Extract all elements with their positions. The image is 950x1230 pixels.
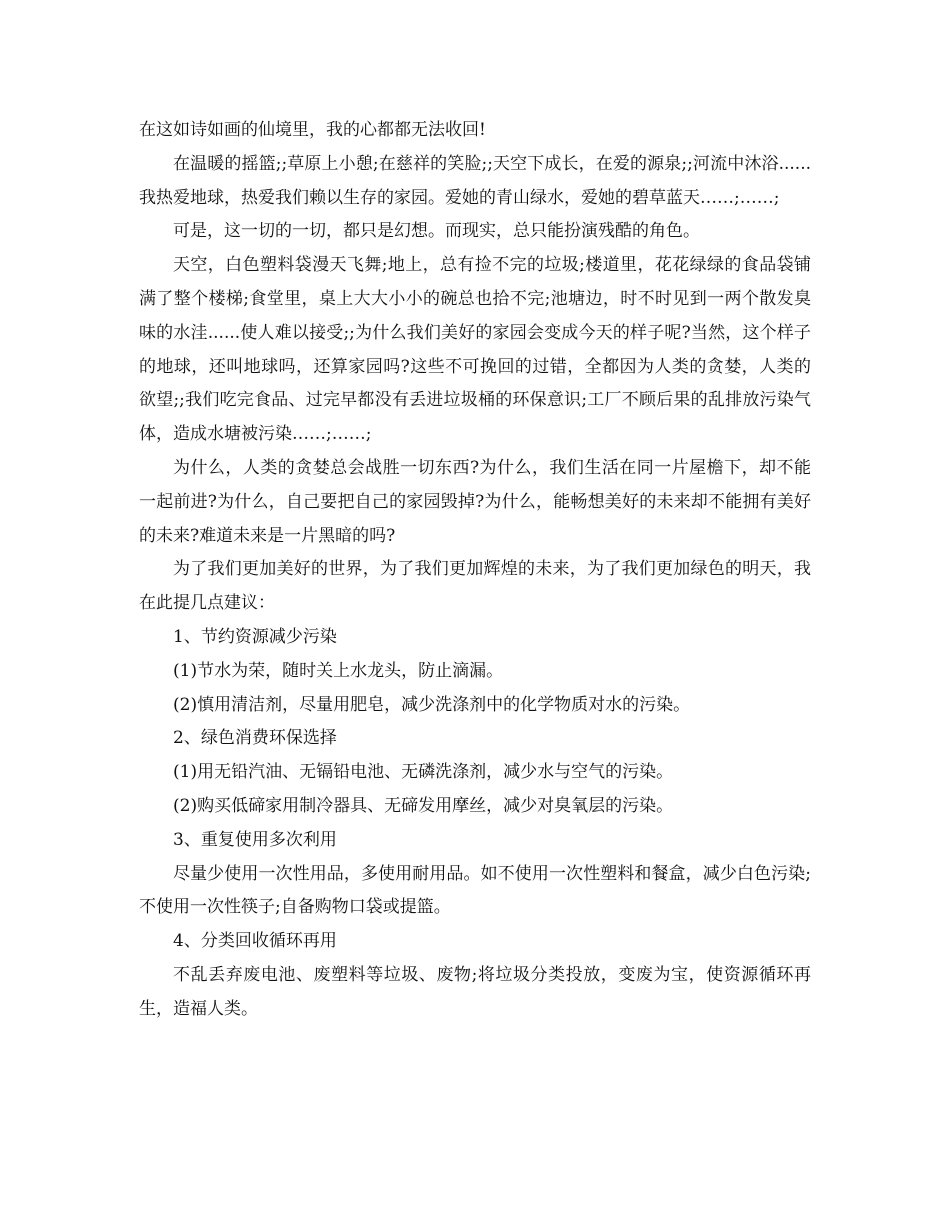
heading-suggestion-4: 4、分类回收循环再用	[173, 931, 337, 952]
paragraph-reuse: 尽量少使用一次性用品，多使用耐用品。如不使用一次性塑料和餐盒，减少白色污染;不使用一次性筷子;自备购物口袋或提篮。	[139, 863, 811, 918]
list-item-1-1: (1)节水为荣，随时关上水龙头，防止滴漏。	[173, 660, 504, 681]
list-item-2-1: (1)用无铅汽油、无镉铅电池、无磷洗涤剂，减少水与空气的污染。	[173, 762, 674, 783]
list-item-2-2: (2)购买低碲家用制冷器具、无碲发用摩丝，减少对臭氧层的污染。	[173, 795, 674, 816]
heading-suggestion-3: 3、重复使用多次利用	[173, 829, 337, 850]
paragraph-suggestions-intro: 为了我们更加美好的世界，为了我们更加辉煌的未来，为了我们更加绿色的明天，我在此提几点建议：	[139, 559, 811, 614]
paragraph-questions: 为什么，人类的贪婪总会战胜一切东西?为什么，我们生活在同一片屋檐下，却不能一起前进?为什么，自己要把自己的家园毁掉?为什么，能畅想美好的未来却不能拥有美好的未来?难道未来是一片黑暗的吗?	[139, 457, 811, 546]
paragraph-reality: 可是，这一切的一切，都只是幻想。而现实，总只能扮演残酷的角色。	[173, 221, 700, 242]
document-body	[139, 114, 811, 1027]
heading-suggestion-1: 1、节约资源减少污染	[173, 626, 337, 647]
paragraph-recycle: 不乱丢弃废电池、废塑料等垃圾、废物;将垃圾分类投放，变废为宝，使资源循环再生，造福人类。	[139, 964, 811, 1019]
paragraph-love-earth: 在温暖的摇篮;;草原上小憩;在慈祥的笑脸;;天空下成长，在爱的源泉;;河流中沐浴......我热爱地球，热爱我们赖以生存的家园。爱她的青山绿水，爱她的碧草蓝天……;……;	[139, 153, 811, 208]
list-item-1-2: (2)慎用清洁剂，尽量用肥皂，减少洗涤剂中的化学物质对水的污染。	[173, 694, 691, 715]
paragraph-pollution-scenes: 天空，白色塑料袋漫天飞舞;地上，总有捡不完的垃圾;楼道里，花花绿绿的食品袋铺满了整个楼梯;食堂里，桌上大大小小的碗总也拾不完;池塘边，时不时见到一两个散发臭味的水洼......使人难以接受;;为什么我们美好的家园会变成今天的样子呢?当然，这个样子的地球，还叫地球吗，还算家园吗?这些不可挽回的过错，全都因为人类的贪婪，人类的欲望;;我们吃完食品、过完早都没有丢进垃圾桶的环保意识;工厂不顾后果的乱排放污染气体，造成水塘被污染……;……;	[139, 255, 811, 445]
heading-suggestion-2: 2、绿色消费环保选择	[173, 728, 337, 749]
paragraph-continuation: 在这如诗如画的仙境里，我的心都都无法收回!	[139, 120, 486, 140]
